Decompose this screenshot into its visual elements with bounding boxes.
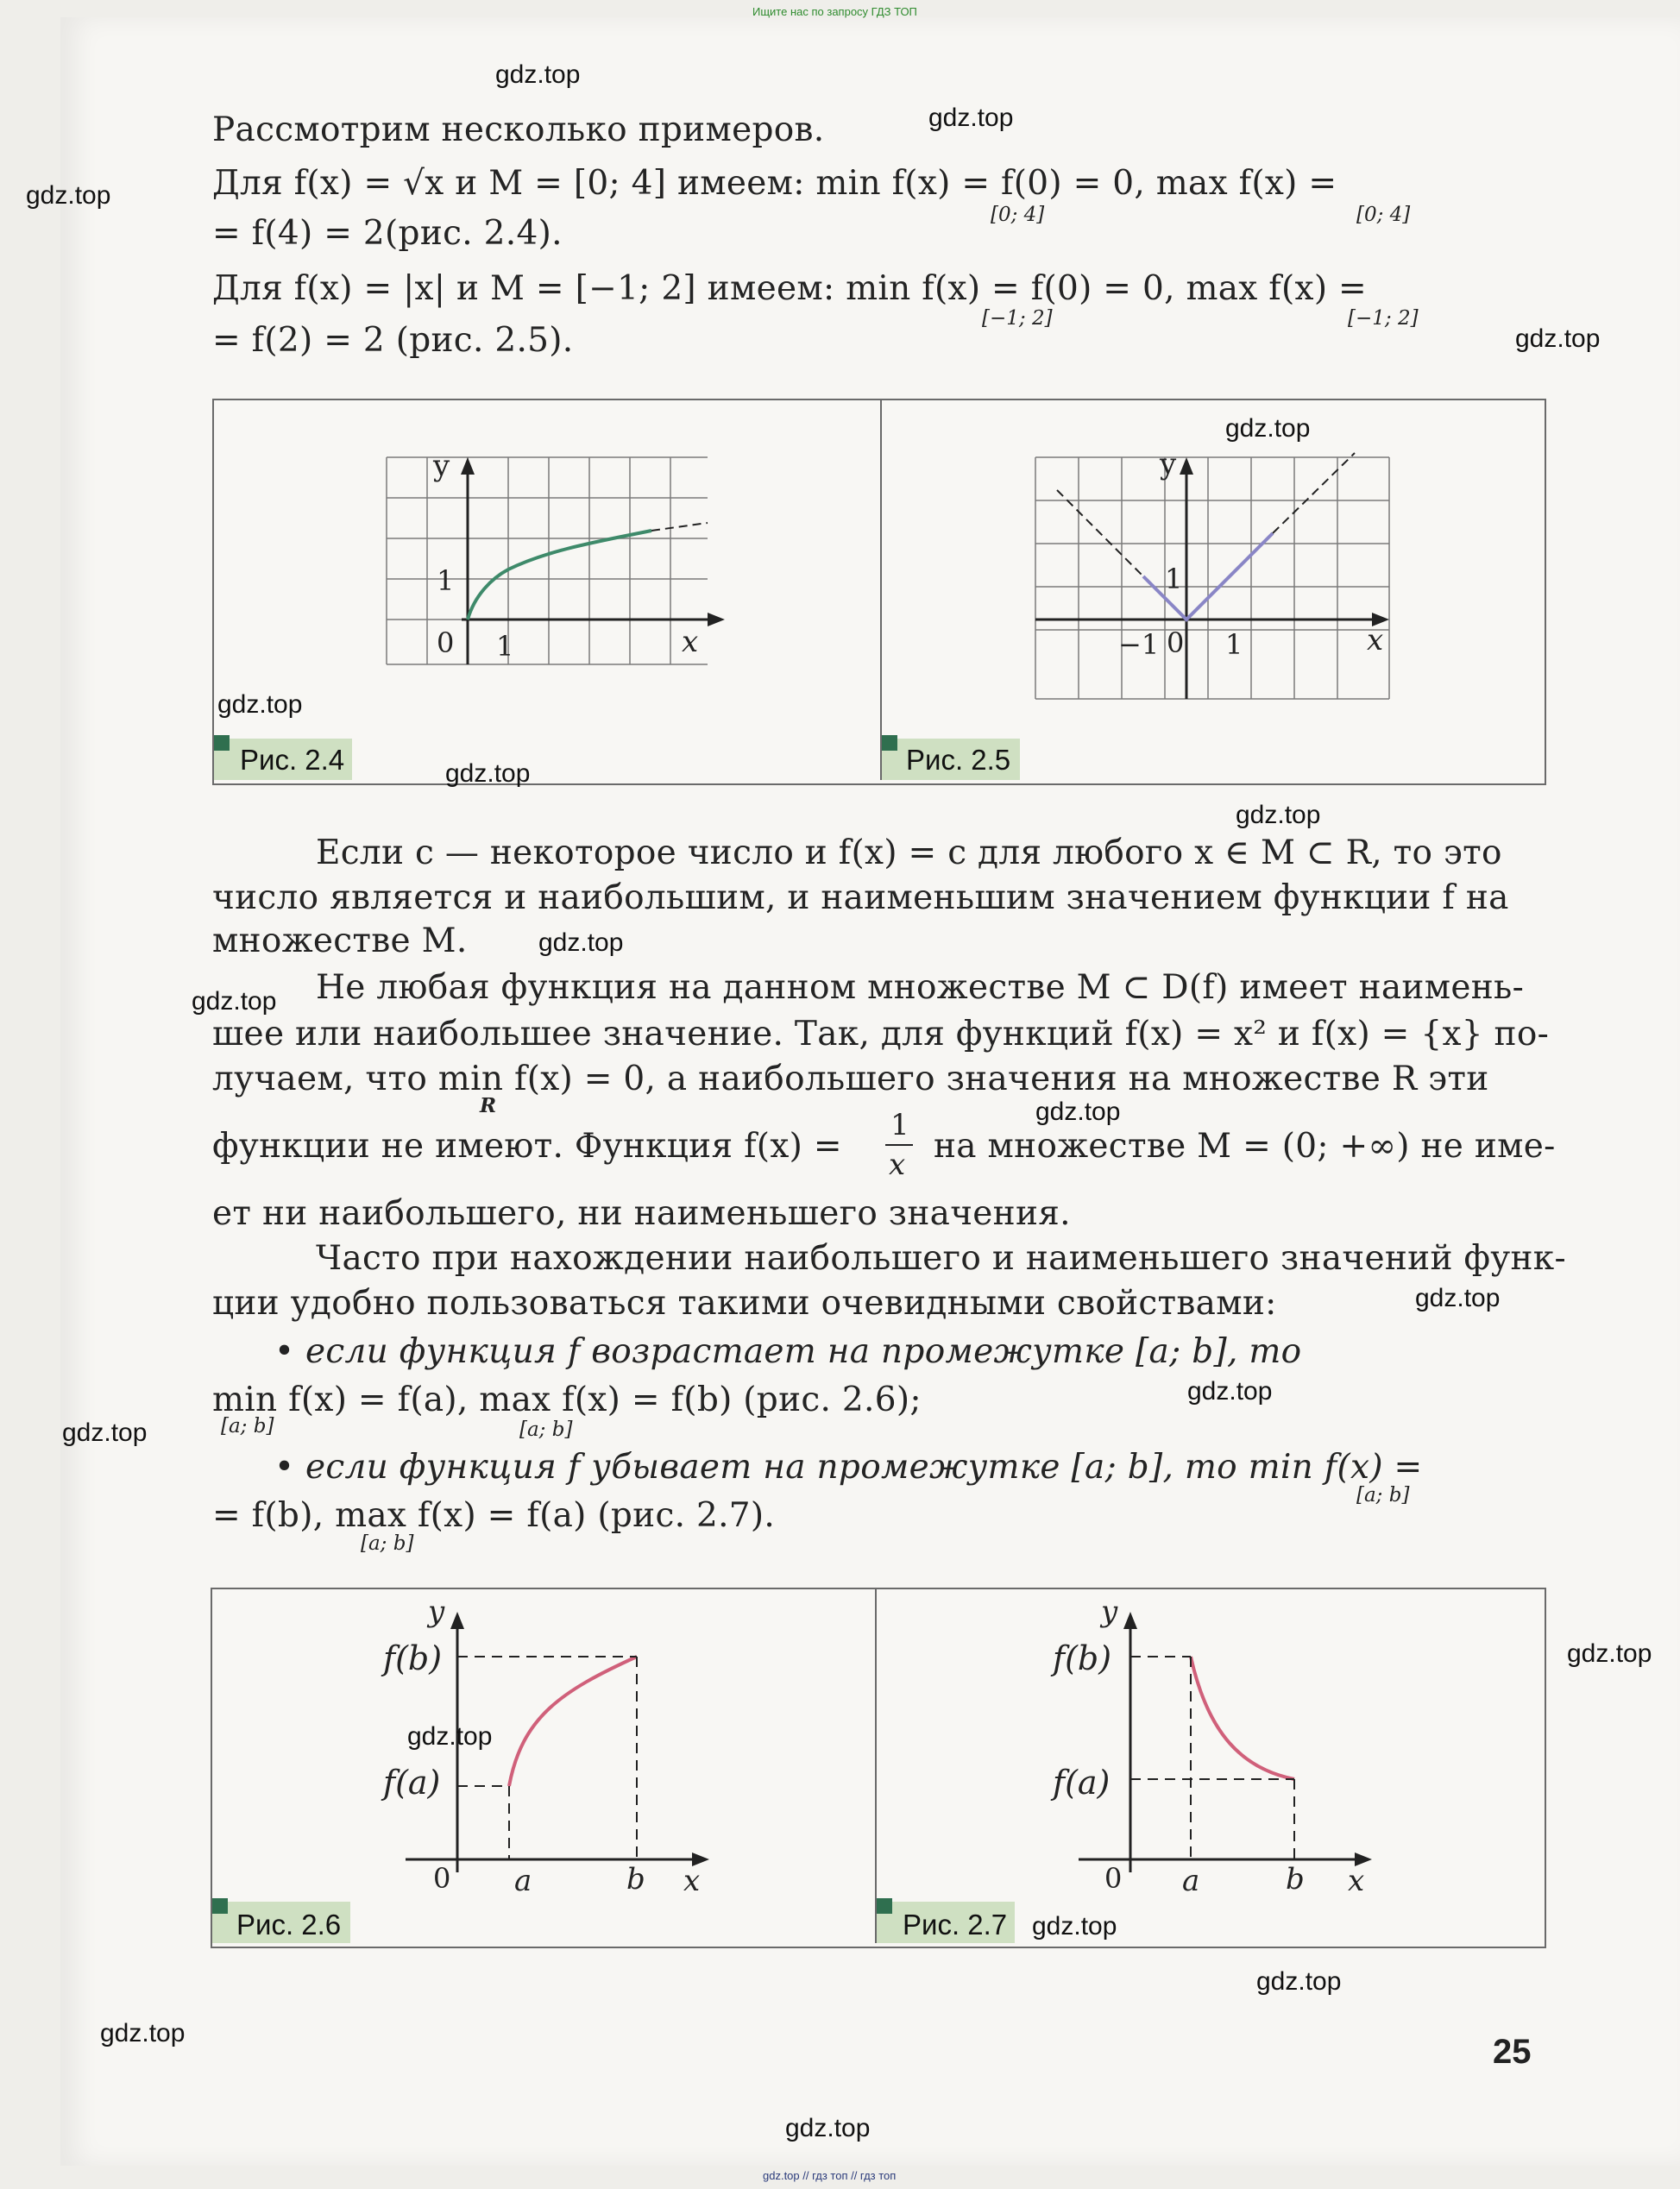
sub-ab-1: [a; b] [221,1415,274,1437]
watermark: gdz.top [26,181,111,210]
fig25-neg-one: −1 [1118,628,1160,661]
fraction-numerator: 1 [890,1108,909,1142]
fig24-one-x: 1 [496,630,514,663]
text-line-15: ции удобно пользоваться такими очевидными свойствами: [212,1284,1277,1323]
text-line-18: • если функция f убывает на промежутке [a; b], то min f(x) = [274,1448,1423,1487]
fig26-zero: 0 [433,1862,451,1895]
fig27-x-label: x [1348,1864,1365,1898]
caption-marker-2-7 [877,1898,892,1914]
watermark: gdz.top [217,690,303,719]
text-line-8: множестве M. [212,922,468,960]
watermark: gdz.top [62,1418,148,1447]
watermark: gdz.top [407,1722,493,1751]
watermark: gdz.top [538,928,624,957]
caption-marker-2-5 [882,735,897,751]
figure-divider-top [880,400,882,780]
sub-ab-4: [a; b] [361,1532,414,1555]
fig24-zero: 0 [437,626,455,659]
fig25-zero: 0 [1167,626,1185,659]
watermark: gdz.top [1035,1098,1121,1126]
fig24-y-label: y [433,449,450,483]
text-line-7: число является и наибольшим, и наименьшим значением функции f на [212,878,1509,917]
fig26-y-label: y [428,1595,445,1629]
fig26-fa-label: f(a) [383,1764,441,1802]
fig24-one-y: 1 [437,564,455,597]
fig27-zero: 0 [1104,1862,1123,1895]
fig27-fb-label: f(b) [1053,1639,1112,1677]
text-line-10: шее или наибольшее значение. Так, для функций f(x) = x² и f(x) = {x} по- [212,1015,1550,1054]
text-line-12b: на множестве M = (0; +∞) не име- [934,1127,1556,1166]
fig26-fb-label: f(b) [383,1639,443,1677]
watermark: gdz.top [785,2114,871,2142]
watermark: gdz.top [1236,801,1321,829]
fig25-one-y: 1 [1165,563,1183,595]
watermark: gdz.top [1225,414,1311,443]
caption-fig-2-7: Рис. 2.7 [903,1909,1008,1941]
sub-min-2: [−1; 2] [982,307,1053,330]
watermark: gdz.top [1187,1377,1273,1406]
figure-2-5-plot [1027,449,1406,708]
watermark: gdz.top [1567,1639,1652,1668]
text-line-11: лучаем, что min f(x) = 0, а наибольшего значения на множестве R эти [212,1060,1489,1098]
caption-fig-2-4: Рис. 2.4 [240,744,345,776]
text-line-12a: функции не имеют. Функция f(x) = [212,1127,842,1166]
watermark: gdz.top [1032,1912,1117,1941]
page-number: 25 [1493,2033,1532,2071]
text-line-1: Рассмотрим несколько примеров. [212,110,825,149]
sub-ab-3: [a; b] [1356,1484,1410,1507]
fig26-x-label: x [683,1864,701,1898]
watermark: gdz.top [1415,1284,1501,1312]
caption-fig-2-5: Рис. 2.5 [906,744,1011,776]
fig24-x-label: x [682,625,699,659]
fig25-one-x: 1 [1225,628,1243,661]
fig27-a-label: a [1182,1864,1200,1898]
watermark: gdz.top [495,60,581,89]
text-line-16: • если функция f возрастает на промежутке [a; b], то [274,1332,1302,1371]
sub-max-1: [0; 4] [1356,204,1411,226]
fraction-bar [885,1144,913,1146]
watermark: gdz.top [192,987,277,1016]
watermark: gdz.top [1256,1967,1342,1996]
text-line-2: Для f(x) = √x и M = [0; 4] имеем: min f(x) = f(0) = 0, max f(x) = [212,164,1337,203]
fig25-y-label: y [1160,447,1177,481]
caption-marker-2-6 [212,1898,228,1914]
fraction-denominator: x [889,1148,906,1182]
bottom-banner: gdz.top // гдз топ // гдз топ [763,2169,897,2182]
text-line-9: Не любая функция на данном множестве M ⊂ D(f) имеет наимень- [316,968,1525,1007]
text-line-19: = f(b), max f(x) = f(a) (рис. 2.7). [212,1496,776,1535]
fig27-fa-label: f(a) [1053,1764,1111,1802]
watermark: gdz.top [928,104,1014,132]
watermark: gdz.top [100,2019,186,2047]
sub-R: R [480,1094,497,1117]
sub-min-1: [0; 4] [991,204,1045,226]
text-line-3: = f(4) = 2(рис. 2.4). [212,214,563,253]
watermark: gdz.top [1515,324,1601,353]
fig26-b-label: b [626,1862,645,1897]
watermark: gdz.top [445,759,531,788]
text-line-14: Часто при нахождении наибольшего и наименьшего значений функ- [316,1239,1566,1278]
figure-divider-bottom [875,1589,877,1943]
text-line-5: = f(2) = 2 (рис. 2.5). [212,321,574,360]
fig27-y-label: y [1101,1595,1118,1629]
fig26-a-label: a [514,1864,532,1898]
sub-max-2: [−1; 2] [1348,307,1419,330]
top-banner: Ищите нас по запросу ГДЗ ТОП [752,5,917,18]
text-line-4: Для f(x) = |x| и M = [−1; 2] имеем: min f(x) = f(0) = 0, max f(x) = [212,269,1368,308]
fig27-b-label: b [1286,1862,1305,1897]
caption-fig-2-6: Рис. 2.6 [236,1909,342,1941]
fig25-x-label: x [1367,623,1384,657]
caption-marker-2-4 [214,735,230,751]
sub-ab-2: [a; b] [519,1418,573,1441]
text-line-13: ет ни наибольшего, ни наименьшего значения. [212,1194,1071,1233]
text-line-17: min f(x) = f(a), max f(x) = f(b) (рис. 2.6); [212,1381,922,1419]
text-line-6: Если c — некоторое число и f(x) = c для любого x ∈ M ⊂ R, то это [316,833,1502,872]
